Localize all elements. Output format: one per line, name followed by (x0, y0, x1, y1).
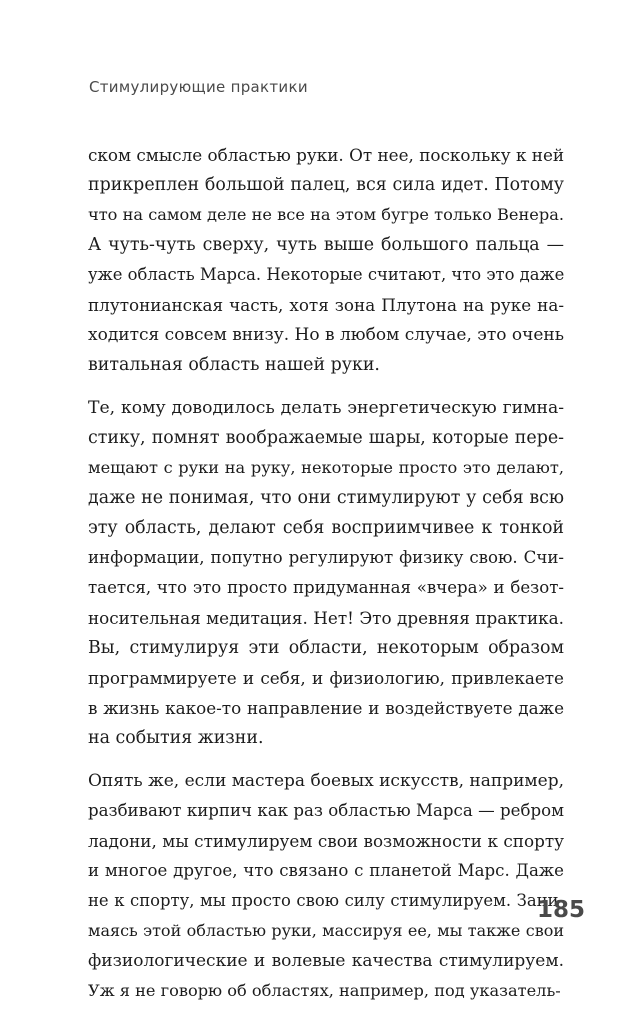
text-line: прикреплен большой палец, вся сила идет. Потому (88, 175, 564, 195)
text-line: Те, кому доводилось делать энергетическую гимна- (88, 398, 564, 418)
text-line: плутонианская часть, хотя зона Плутона на руке на- (88, 295, 564, 315)
text-line: что на самом деле не все на этом бугре только Венера. (88, 205, 564, 224)
text-line: стику, помнят воображаемые шары, которые пере- (88, 428, 564, 448)
text-line: ходится совсем внизу. Но в любом случае, это очень (88, 325, 564, 345)
text-line: программируете и себя, и физиологию, привлекаете (88, 668, 564, 688)
text-line: разбивают кирпич как раз областью Марса — ребром (88, 801, 564, 820)
text-line: А чуть-чуть сверху, чуть выше большого пальца — (88, 235, 564, 255)
text-line: информации, попутно регулируют физику свою. Счи- (88, 548, 564, 567)
text-line: в жизнь какое-то направление и воздействуете даже (88, 698, 564, 718)
text-line: тается, что это просто придуманная «вчера» и безот- (88, 578, 564, 597)
text-line: эту область, делают себя восприимчивее к тонкой (88, 518, 564, 538)
text-line: Вы, стимулируя эти области, некоторым образом (88, 638, 564, 658)
page-number: 185 (536, 897, 585, 923)
paragraph (88, 393, 564, 753)
text-line: носительная медитация. Нет! Это древняя практика. (88, 608, 564, 628)
paragraph (88, 140, 564, 380)
text-line: даже не понимая, что они стимулируют у себя всю (88, 488, 564, 508)
running-head: Стимулирующие практики (89, 78, 308, 96)
text-line: уже область Марса. Некоторые считают, что это даже (88, 265, 565, 284)
paragraph (88, 766, 564, 1006)
text-line: на события жизни. (88, 728, 264, 748)
text-line: маясь этой областью руки, массируя ее, мы также свои (88, 921, 564, 940)
body-text (88, 140, 564, 1019)
text-line: Уж я не говорю об областях, например, под указатель- (88, 981, 561, 1000)
text-line: ладони, мы стимулируем свои возможности к спорту (88, 831, 564, 851)
text-line: физиологические и волевые качества стимулируем. (88, 951, 564, 971)
text-line: ском смысле областью руки. От нее, поскольку к ней (88, 145, 565, 165)
text-line: мещают с руки на руку, некоторые просто это делают, (88, 458, 564, 477)
text-line: не к спорту, мы просто свою силу стимулируем. Зани- (88, 891, 564, 910)
text-line: Опять же, если мастера боевых искусств, например, (88, 771, 564, 791)
text-line: витальная область нашей руки. (88, 355, 380, 375)
text-line: и многое другое, что связано с планетой Марс. Даже (88, 861, 564, 880)
